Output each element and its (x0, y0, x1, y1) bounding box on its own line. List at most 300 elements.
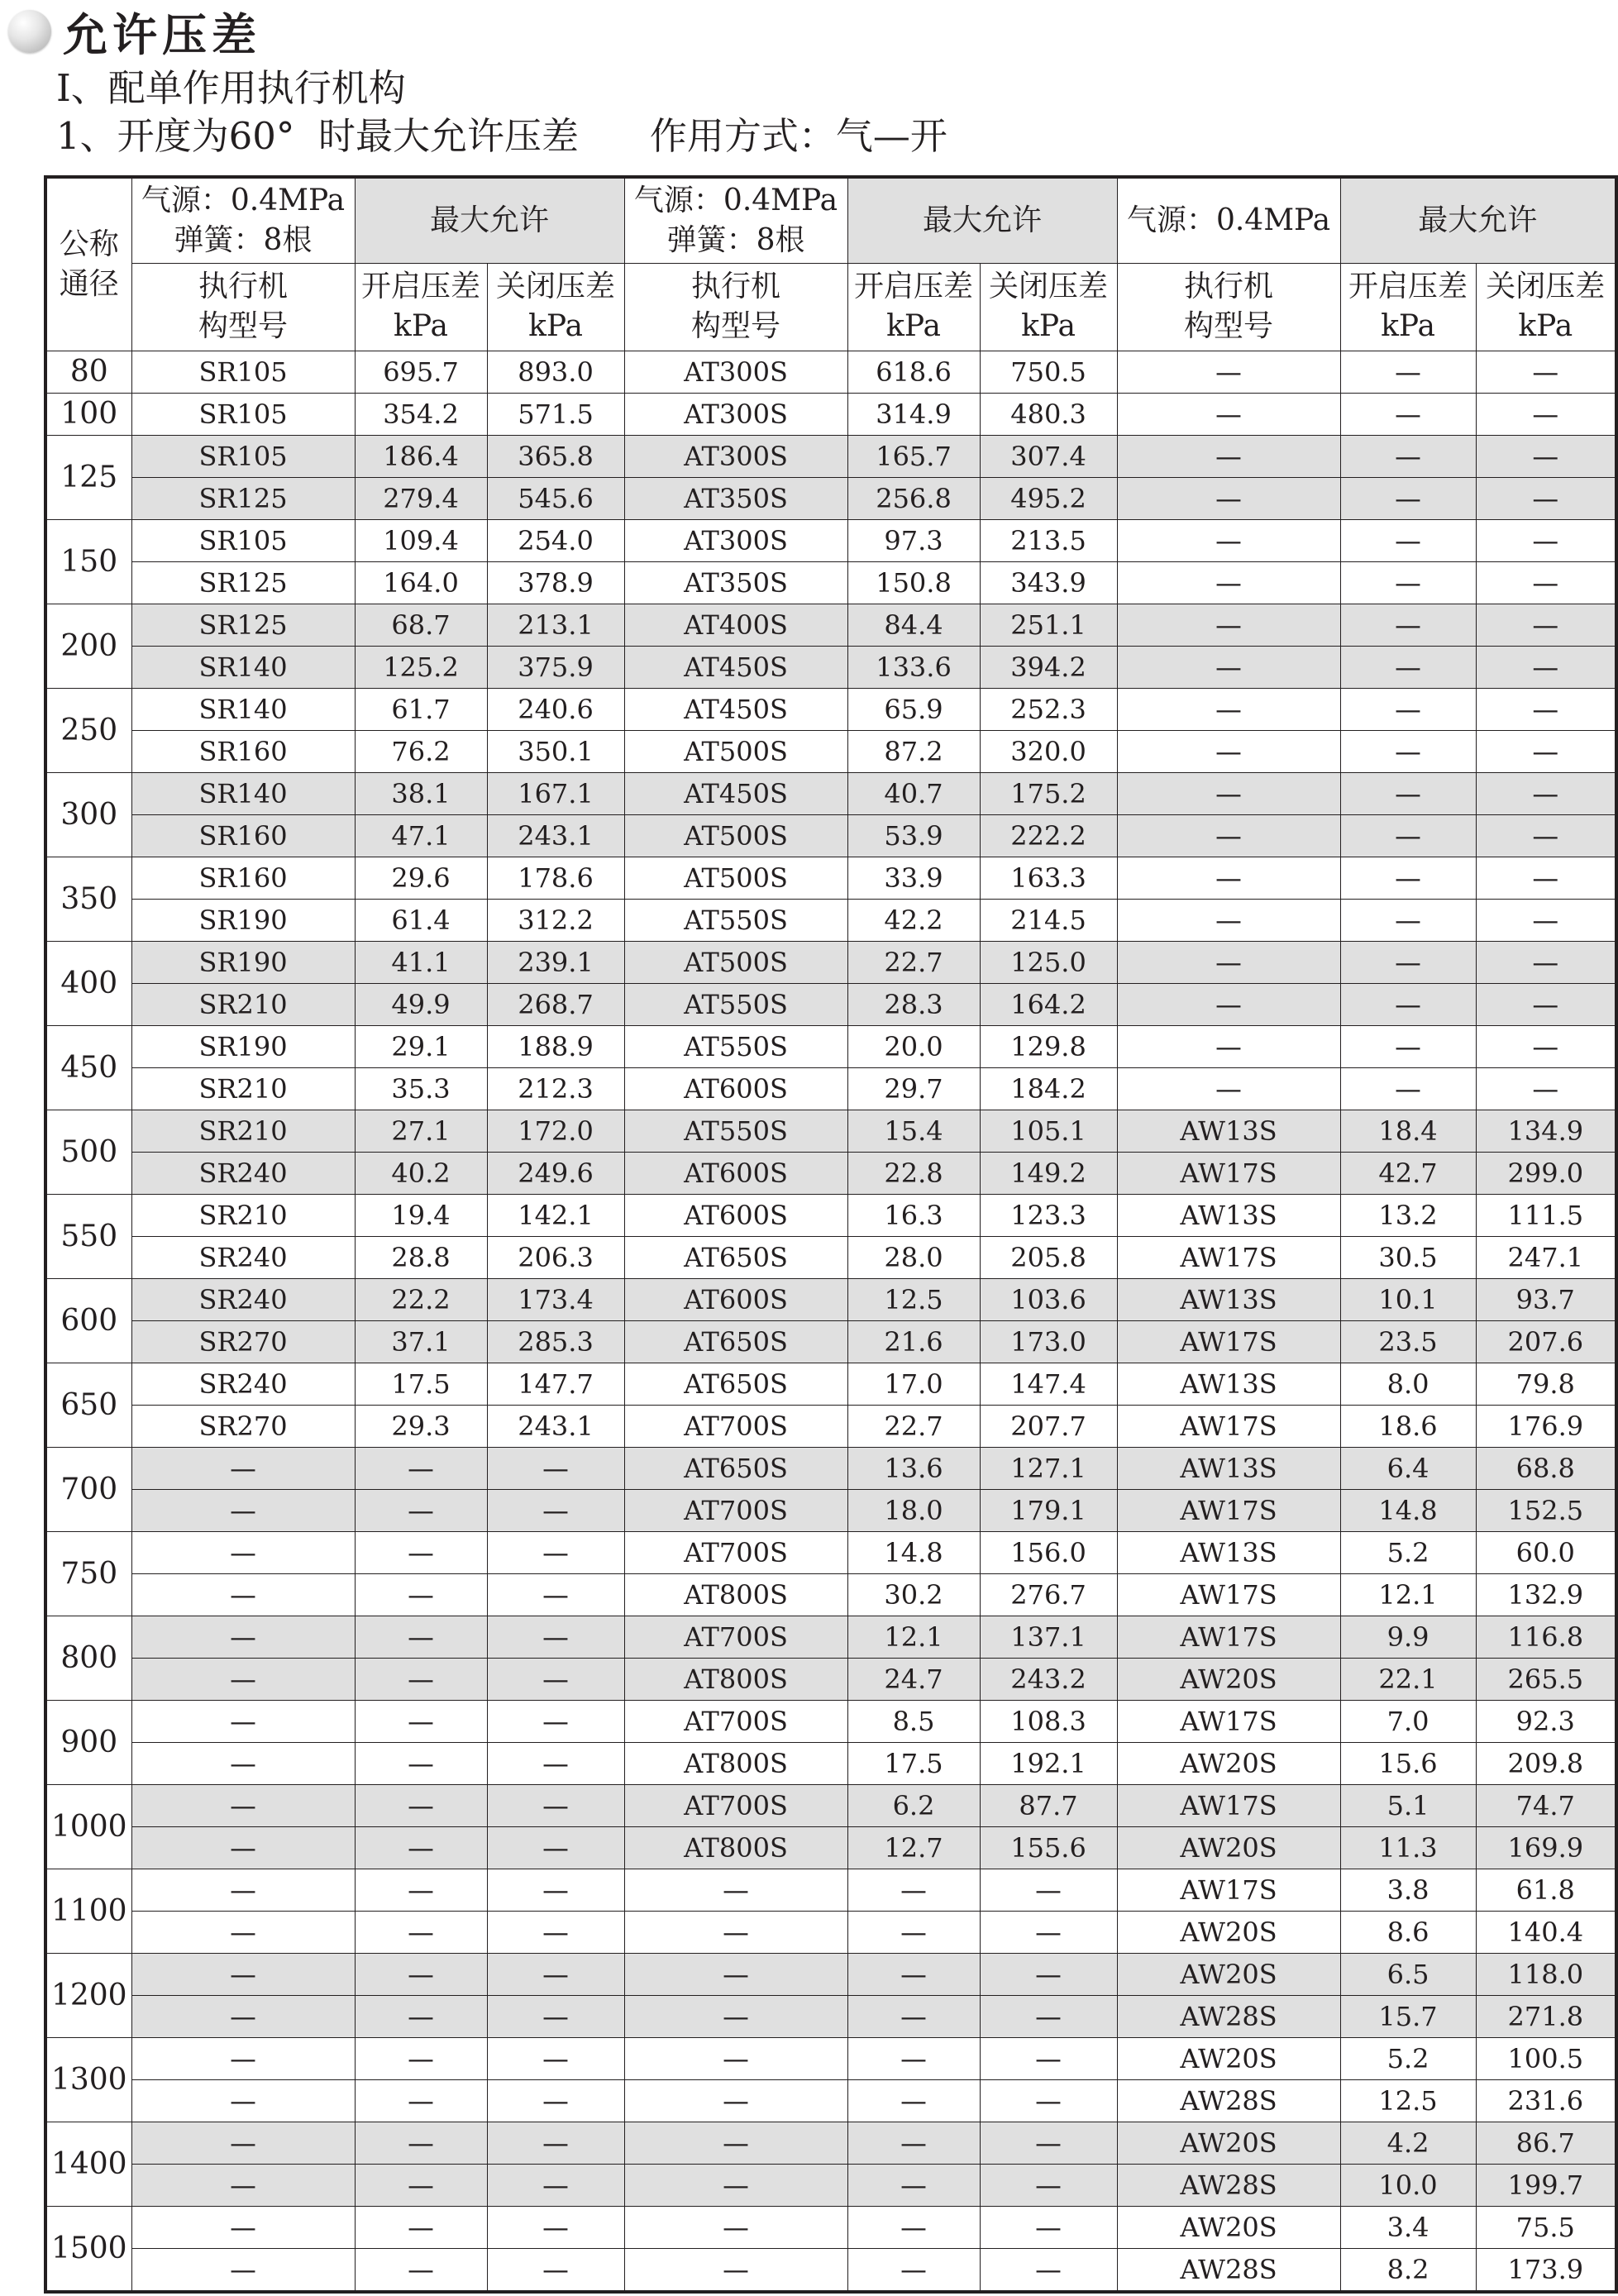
table-row (45, 1236, 1616, 1278)
table-cell: AW17S (1117, 1784, 1340, 1826)
table-cell: — (980, 1953, 1117, 1995)
table-cell: 22.1 (1340, 1658, 1476, 1700)
table-row (45, 604, 1616, 646)
table-cell: 320.0 (980, 730, 1117, 772)
table-cell: AT800S (624, 1573, 847, 1616)
table-cell: SR160 (131, 857, 355, 899)
table-cell: — (1117, 772, 1340, 814)
header-g1-max-allowed: 最大允许 (355, 177, 624, 263)
table-cell: — (1117, 814, 1340, 857)
table-cell: 231.6 (1476, 2079, 1616, 2122)
table-cell: 6.2 (847, 1784, 980, 1826)
table-cell: AW17S (1117, 1869, 1340, 1911)
table-cell: — (1117, 899, 1340, 941)
header-g1-close-diff: 关闭压差 kPa (487, 263, 624, 351)
header-g2-air-source: 气源：0.4MPa 弹簧：8根 (624, 177, 847, 263)
table-cell: — (1476, 519, 1616, 561)
table-cell: — (487, 1869, 624, 1911)
table-cell: 252.3 (980, 688, 1117, 730)
table-cell: AT400S (624, 604, 847, 646)
table-cell: 13.6 (847, 1447, 980, 1489)
table-cell: 33.9 (847, 857, 980, 899)
table-cell: 164.0 (355, 561, 487, 604)
table-cell: — (487, 1573, 624, 1616)
table-cell: — (355, 1742, 487, 1784)
table-row (45, 1531, 1616, 1573)
table-cell: 175.2 (980, 772, 1117, 814)
table-row (45, 435, 1616, 477)
table-cell: — (1476, 604, 1616, 646)
table-cell: 207.7 (980, 1405, 1117, 1447)
table-cell: — (980, 2079, 1117, 2122)
table-row (45, 730, 1616, 772)
header-g3-air-source: 气源：0.4MPa (1117, 177, 1340, 263)
table-row (45, 2122, 1616, 2164)
table-cell: SR210 (131, 1194, 355, 1236)
table-cell: AT700S (624, 1784, 847, 1826)
table-cell: 116.8 (1476, 1616, 1616, 1658)
table-cell: — (1340, 393, 1476, 435)
table-cell: — (847, 2248, 980, 2292)
table-cell: — (131, 2248, 355, 2292)
table-row (45, 1826, 1616, 1869)
header-g1-open-diff: 开启压差 kPa (355, 263, 487, 351)
table-row (45, 2079, 1616, 2122)
table-row (45, 477, 1616, 519)
table-cell: SR240 (131, 1363, 355, 1405)
table-cell: 12.5 (1340, 2079, 1476, 2122)
nominal-diameter-cell: 350 (45, 857, 131, 941)
table-cell: 111.5 (1476, 1194, 1616, 1236)
table-cell: 35.3 (355, 1067, 487, 1110)
table-cell: — (487, 1995, 624, 2037)
table-cell: 12.7 (847, 1826, 980, 1869)
table-cell: 495.2 (980, 477, 1117, 519)
table-cell: 118.0 (1476, 1953, 1616, 1995)
table-cell: 28.3 (847, 983, 980, 1025)
table-cell: 173.0 (980, 1320, 1117, 1363)
table-cell: SR270 (131, 1405, 355, 1447)
nominal-diameter-cell: 1200 (45, 1953, 131, 2037)
table-cell: SR240 (131, 1152, 355, 1194)
table-row (45, 1658, 1616, 1700)
table-cell: AT800S (624, 1826, 847, 1869)
table-cell: 254.0 (487, 519, 624, 561)
table-cell: — (1340, 477, 1476, 519)
header-g3-open-diff: 开启压差 kPa (1340, 263, 1476, 351)
table-cell: AW13S (1117, 1194, 1340, 1236)
table-cell: — (1340, 351, 1476, 393)
table-cell: 192.1 (980, 1742, 1117, 1784)
table-cell: — (487, 1700, 624, 1742)
table-cell: — (355, 1911, 487, 1953)
table-cell: AW17S (1117, 1700, 1340, 1742)
table-cell: 173.4 (487, 1278, 624, 1320)
table-cell: 18.0 (847, 1489, 980, 1531)
table-cell: 76.2 (355, 730, 487, 772)
table-cell: — (487, 1447, 624, 1489)
table-cell: — (487, 1531, 624, 1573)
table-cell: — (487, 2248, 624, 2292)
table-row (45, 1194, 1616, 1236)
table-row (45, 857, 1616, 899)
table-cell: 173.9 (1476, 2248, 1616, 2292)
table-cell: 84.4 (847, 604, 980, 646)
table-cell: — (1117, 857, 1340, 899)
table-cell: — (355, 2206, 487, 2248)
table-cell: 167.1 (487, 772, 624, 814)
table-cell: 87.2 (847, 730, 980, 772)
table-cell: — (1340, 772, 1476, 814)
table-cell: 41.1 (355, 941, 487, 983)
table-row (45, 1489, 1616, 1531)
table-cell: — (1117, 604, 1340, 646)
table-cell: AW20S (1117, 1826, 1340, 1869)
table-cell: — (487, 1911, 624, 1953)
table-cell: — (1340, 899, 1476, 941)
table-row (45, 772, 1616, 814)
pressure-difference-table (44, 175, 1618, 2294)
table-cell: 365.8 (487, 435, 624, 477)
table-cell: — (355, 1573, 487, 1616)
table-cell: — (847, 1911, 980, 1953)
table-cell: SR190 (131, 1025, 355, 1067)
table-row (45, 1363, 1616, 1405)
table-row (45, 393, 1616, 435)
table-cell: — (131, 1616, 355, 1658)
table-cell: SR190 (131, 941, 355, 983)
table-cell: — (624, 1911, 847, 1953)
table-cell: — (355, 2079, 487, 2122)
table-cell: — (1476, 561, 1616, 604)
table-cell: AW17S (1117, 1616, 1340, 1658)
nominal-diameter-cell: 500 (45, 1110, 131, 1194)
table-cell: AT300S (624, 393, 847, 435)
nominal-diameter-cell: 1400 (45, 2122, 131, 2206)
table-cell: 97.3 (847, 519, 980, 561)
table-cell: SR160 (131, 814, 355, 857)
table-cell: AW17S (1117, 1152, 1340, 1194)
table-cell: — (1340, 604, 1476, 646)
header-g2-open-diff: 开启压差 kPa (847, 263, 980, 351)
header-g3-actuator-model: 执行机 构型号 (1117, 263, 1340, 351)
table-cell: — (131, 1447, 355, 1489)
table-cell: 17.5 (355, 1363, 487, 1405)
table-cell: 212.3 (487, 1067, 624, 1110)
table-cell: — (624, 2164, 847, 2206)
table-row (45, 519, 1616, 561)
table-cell: 40.2 (355, 1152, 487, 1194)
subtitle-actuator-type: I、配单作用执行机构 (56, 66, 406, 110)
table-cell: 47.1 (355, 814, 487, 857)
nominal-diameter-cell: 150 (45, 519, 131, 604)
table-cell: SR210 (131, 983, 355, 1025)
table-cell: — (1476, 351, 1616, 393)
table-cell: — (980, 1869, 1117, 1911)
table-cell: AW20S (1117, 1658, 1340, 1700)
table-row (45, 983, 1616, 1025)
table-cell: SR125 (131, 604, 355, 646)
table-cell: AT500S (624, 814, 847, 857)
table-row (45, 561, 1616, 604)
table-row (45, 1742, 1616, 1784)
table-cell: — (1340, 1067, 1476, 1110)
table-cell: 93.7 (1476, 1278, 1616, 1320)
table-cell: 133.6 (847, 646, 980, 688)
nominal-diameter-cell: 1300 (45, 2037, 131, 2122)
nominal-diameter-cell: 125 (45, 435, 131, 519)
table-cell: 199.7 (1476, 2164, 1616, 2206)
table-cell: — (131, 2164, 355, 2206)
table-cell: 343.9 (980, 561, 1117, 604)
table-cell: 240.6 (487, 688, 624, 730)
nominal-diameter-cell: 750 (45, 1531, 131, 1616)
table-cell: SR105 (131, 519, 355, 561)
table-cell: — (131, 1826, 355, 1869)
table-cell: 109.4 (355, 519, 487, 561)
table-cell: SR160 (131, 730, 355, 772)
table-cell: — (1476, 646, 1616, 688)
table-cell: — (1117, 730, 1340, 772)
table-cell: — (980, 1995, 1117, 2037)
table-cell: 6.5 (1340, 1953, 1476, 1995)
table-cell: — (355, 1784, 487, 1826)
table-cell: — (131, 1489, 355, 1531)
table-cell: 265.5 (1476, 1658, 1616, 1700)
table-cell: 74.7 (1476, 1784, 1616, 1826)
table-cell: 150.8 (847, 561, 980, 604)
table-cell: — (1476, 1025, 1616, 1067)
table-cell: AT450S (624, 688, 847, 730)
table-cell: 42.7 (1340, 1152, 1476, 1194)
table-cell: 3.4 (1340, 2206, 1476, 2248)
table-cell: — (1340, 941, 1476, 983)
nominal-diameter-cell: 400 (45, 941, 131, 1025)
table-cell: 285.3 (487, 1320, 624, 1363)
table-cell: SR240 (131, 1278, 355, 1320)
nominal-diameter-cell: 600 (45, 1278, 131, 1363)
table-cell: 142.1 (487, 1194, 624, 1236)
table-cell: 129.8 (980, 1025, 1117, 1067)
table-cell: 163.3 (980, 857, 1117, 899)
table-cell: AW20S (1117, 2122, 1340, 2164)
nominal-diameter-cell: 200 (45, 604, 131, 688)
table-cell: 18.6 (1340, 1405, 1476, 1447)
table-row (45, 1784, 1616, 1826)
table-row (45, 1278, 1616, 1320)
header-nominal-diameter: 公称 通径 (45, 177, 131, 351)
table-cell: 22.2 (355, 1278, 487, 1320)
table-cell: 125.2 (355, 646, 487, 688)
table-cell: — (1117, 688, 1340, 730)
table-cell: 12.5 (847, 1278, 980, 1320)
table-cell: — (624, 2037, 847, 2079)
table-cell: — (355, 2248, 487, 2292)
table-cell: 299.0 (1476, 1152, 1616, 1194)
table-cell: — (980, 2122, 1117, 2164)
table-cell: — (487, 2079, 624, 2122)
table-cell: 65.9 (847, 688, 980, 730)
table-cell: — (355, 1995, 487, 2037)
table-cell: — (1476, 730, 1616, 772)
table-cell: 178.6 (487, 857, 624, 899)
table-cell: 132.9 (1476, 1573, 1616, 1616)
table-cell: 213.1 (487, 604, 624, 646)
table-cell: SR140 (131, 772, 355, 814)
table-cell: 179.1 (980, 1489, 1117, 1531)
table-cell: 394.2 (980, 646, 1117, 688)
table-cell: — (487, 2164, 624, 2206)
table-cell: SR210 (131, 1067, 355, 1110)
table-cell: AW13S (1117, 1110, 1340, 1152)
table-cell: — (1117, 519, 1340, 561)
table-cell: 12.1 (1340, 1573, 1476, 1616)
table-cell: 571.5 (487, 393, 624, 435)
table-cell: 207.6 (1476, 1320, 1616, 1363)
table-cell: SR190 (131, 899, 355, 941)
table-cell: AT450S (624, 772, 847, 814)
table-cell: 188.9 (487, 1025, 624, 1067)
table-cell: 8.0 (1340, 1363, 1476, 1405)
table-cell: 87.7 (980, 1784, 1117, 1826)
table-cell: AT650S (624, 1320, 847, 1363)
table-cell: 695.7 (355, 351, 487, 393)
table-cell: AW13S (1117, 1363, 1340, 1405)
table-cell: 314.9 (847, 393, 980, 435)
table-cell: — (847, 1869, 980, 1911)
table-row (45, 2164, 1616, 2206)
table-cell: 169.9 (1476, 1826, 1616, 1869)
table-cell: — (1117, 983, 1340, 1025)
table-row (45, 1573, 1616, 1616)
table-cell: 10.0 (1340, 2164, 1476, 2206)
table-cell: AW20S (1117, 1742, 1340, 1784)
table-cell: 42.2 (847, 899, 980, 941)
table-cell: — (355, 1616, 487, 1658)
table-cell: 29.1 (355, 1025, 487, 1067)
table-cell: — (1476, 435, 1616, 477)
table-row (45, 646, 1616, 688)
table-row (45, 1110, 1616, 1152)
table-cell: — (1340, 1025, 1476, 1067)
nominal-diameter-cell: 700 (45, 1447, 131, 1531)
table-cell: — (847, 2206, 980, 2248)
table-cell: 21.6 (847, 1320, 980, 1363)
table-cell: — (487, 2122, 624, 2164)
table-cell: 8.2 (1340, 2248, 1476, 2292)
table-cell: 28.0 (847, 1236, 980, 1278)
table-cell: — (1340, 730, 1476, 772)
table-cell: — (624, 1953, 847, 1995)
table-cell: AT350S (624, 561, 847, 604)
table-cell: AT500S (624, 941, 847, 983)
table-cell: — (355, 1489, 487, 1531)
table-cell: 279.4 (355, 477, 487, 519)
table-cell: — (355, 1531, 487, 1573)
table-cell: 103.6 (980, 1278, 1117, 1320)
table-cell: — (1117, 477, 1340, 519)
table-cell: — (1117, 393, 1340, 435)
table-cell: 29.3 (355, 1405, 487, 1447)
table-cell: 23.5 (1340, 1320, 1476, 1363)
table-cell: — (980, 2037, 1117, 2079)
table-cell: AW28S (1117, 2248, 1340, 2292)
table-cell: 3.8 (1340, 1869, 1476, 1911)
table-cell: 276.7 (980, 1573, 1117, 1616)
table-cell: 17.5 (847, 1742, 980, 1784)
table-row (45, 1953, 1616, 1995)
table-cell: 22.7 (847, 941, 980, 983)
table-cell: SR125 (131, 561, 355, 604)
table-cell: — (624, 2122, 847, 2164)
table-row (45, 1067, 1616, 1110)
table-cell: 15.6 (1340, 1742, 1476, 1784)
table-cell: — (980, 2164, 1117, 2206)
table-row (45, 814, 1616, 857)
table-cell: AT600S (624, 1194, 847, 1236)
table-cell: 61.8 (1476, 1869, 1616, 1911)
table-cell: — (131, 1995, 355, 2037)
table-cell: SR240 (131, 1236, 355, 1278)
table-cell: — (1117, 941, 1340, 983)
table-cell: — (847, 2164, 980, 2206)
table-cell: — (1476, 772, 1616, 814)
nominal-diameter-cell: 650 (45, 1363, 131, 1447)
table-cell: — (131, 1869, 355, 1911)
table-cell: 213.5 (980, 519, 1117, 561)
table-cell: 378.9 (487, 561, 624, 604)
table-cell: 127.1 (980, 1447, 1117, 1489)
table-cell: 28.8 (355, 1236, 487, 1278)
table-cell: — (355, 1953, 487, 1995)
table-cell: — (1340, 688, 1476, 730)
table-cell: 172.0 (487, 1110, 624, 1152)
table-cell: 27.1 (355, 1110, 487, 1152)
table-cell: AT800S (624, 1742, 847, 1784)
table-cell: — (1117, 435, 1340, 477)
table-cell: 249.6 (487, 1152, 624, 1194)
table-cell: 239.1 (487, 941, 624, 983)
table-cell: — (487, 1658, 624, 1700)
table-cell: 30.5 (1340, 1236, 1476, 1278)
table-cell: AT800S (624, 1658, 847, 1700)
table-cell: — (624, 2206, 847, 2248)
table-cell: 375.9 (487, 646, 624, 688)
table-cell: — (1476, 857, 1616, 899)
table-cell: AT450S (624, 646, 847, 688)
table-cell: 68.8 (1476, 1447, 1616, 1489)
table-cell: — (1340, 435, 1476, 477)
table-cell: 147.4 (980, 1363, 1117, 1405)
table-row (45, 1995, 1616, 2037)
table-cell: — (1476, 1067, 1616, 1110)
table-cell: 893.0 (487, 351, 624, 393)
table-row (45, 1700, 1616, 1742)
table-cell: 164.2 (980, 983, 1117, 1025)
title-row (8, 5, 261, 61)
table-cell: AT550S (624, 1025, 847, 1067)
nominal-diameter-cell: 1000 (45, 1784, 131, 1869)
table-cell: 24.7 (847, 1658, 980, 1700)
table-cell: 14.8 (1340, 1489, 1476, 1531)
nominal-diameter-cell: 100 (45, 393, 131, 435)
table-cell: 37.1 (355, 1320, 487, 1363)
table-cell: — (355, 1826, 487, 1869)
table-cell: SR210 (131, 1110, 355, 1152)
table-cell: 7.0 (1340, 1700, 1476, 1742)
table-cell: 11.3 (1340, 1826, 1476, 1869)
table-cell: — (131, 1531, 355, 1573)
